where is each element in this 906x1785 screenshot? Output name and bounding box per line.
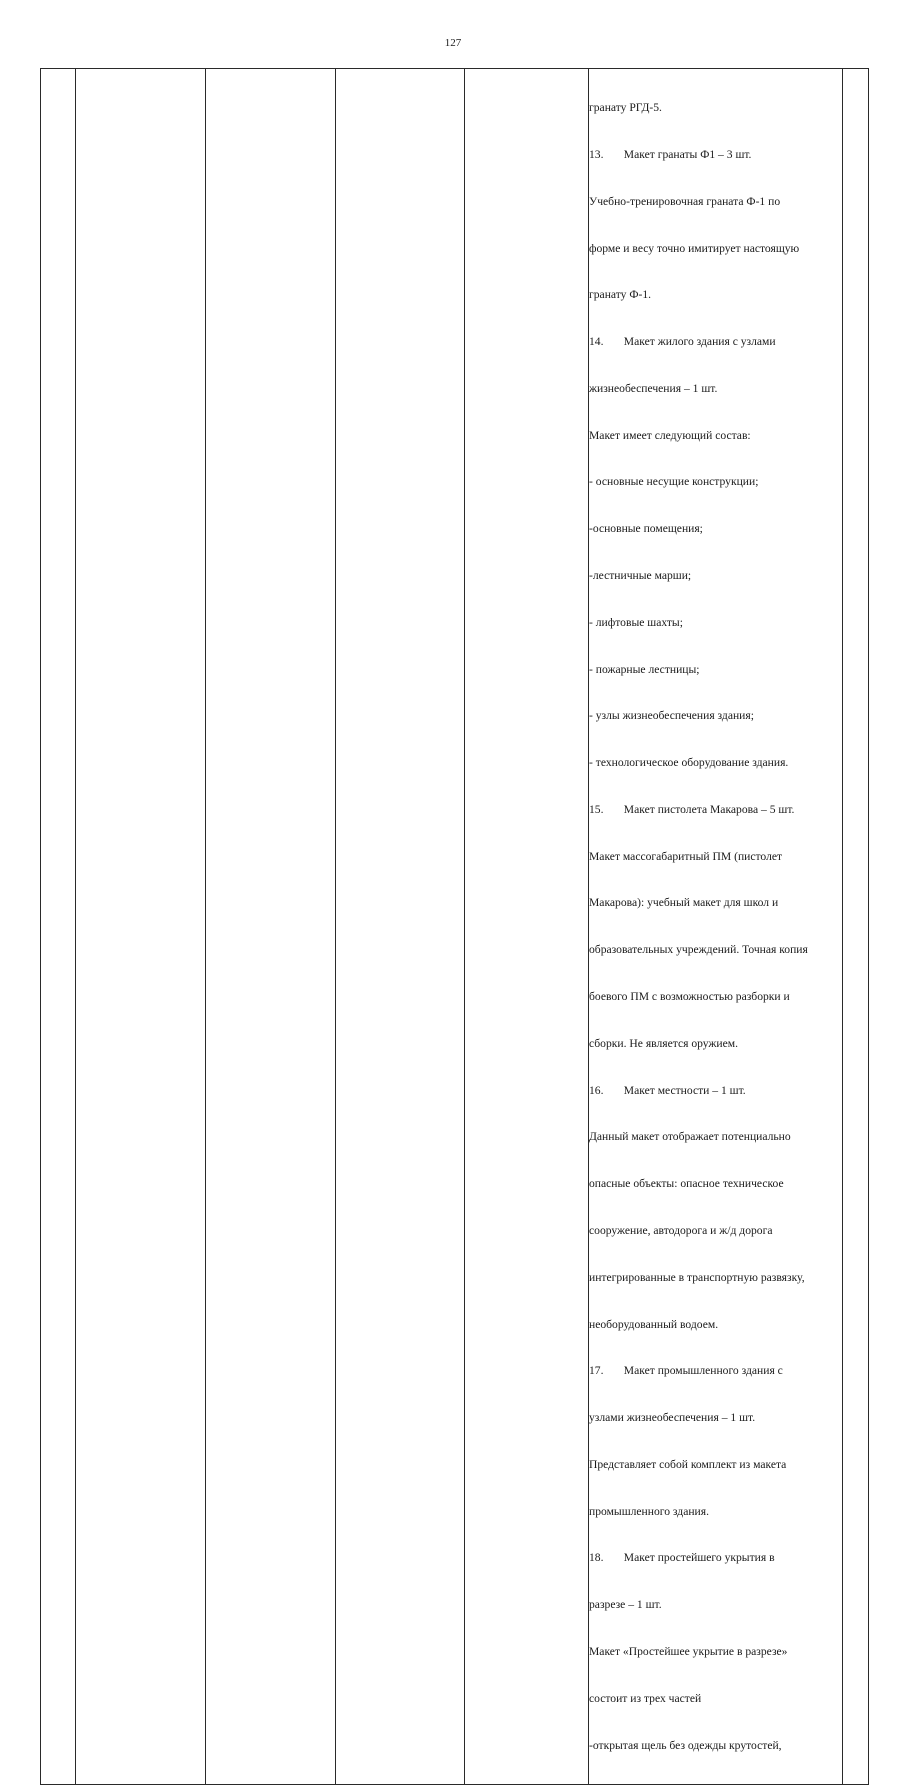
- text-line: форме и весу точно имитирует настоящую: [589, 241, 800, 255]
- text-line: 15. Макет пистолета Макарова – 5 шт.: [589, 802, 795, 816]
- text-line: -основные помещения;: [589, 522, 703, 536]
- text-line: 14. Макет жилого здания с узлами: [589, 335, 776, 349]
- text-line: - основные несущие конструкции;: [589, 475, 759, 489]
- text-line: 17. Макет промышленного здания с: [589, 1364, 783, 1378]
- text-line: гранату РГД-5.: [589, 101, 662, 115]
- text-line: Макет массогабаритный ПМ (пистолет: [589, 849, 783, 863]
- text-line: Данный макет отображает потенциально: [589, 1130, 791, 1144]
- table-row: [41, 69, 869, 1785]
- text-line: жизнеобеспечения – 1 шт.: [589, 381, 718, 395]
- text-line: промышленного здания.: [589, 1504, 709, 1518]
- text-line: -лестничные марши;: [589, 569, 692, 582]
- text-line: Макет «Простейшее укрытие в разрезе»: [589, 1644, 788, 1658]
- table-cell-col3: [206, 69, 336, 1785]
- text-line: разрезе – 1 шт.: [589, 1598, 662, 1612]
- table-cell-last: [843, 69, 869, 1785]
- text-line: состоит из трех частей: [589, 1691, 702, 1705]
- text-line: Макет имеет следующий состав:: [589, 428, 751, 442]
- text-line: образовательных учреждений. Точная копия: [589, 943, 808, 957]
- text-line: узлами жизнеобеспечения – 1 шт.: [589, 1411, 756, 1425]
- text-line: боевого ПМ с возможностью разборки и: [589, 990, 790, 1004]
- table-cell-col4: [336, 69, 465, 1785]
- table-cell-col2: [76, 69, 206, 1785]
- table-cell-description: [589, 69, 843, 1785]
- text-line: сооружение, автодорога и ж/д дорога: [589, 1223, 773, 1237]
- text-line: гранату Ф-1.: [589, 288, 652, 302]
- text-line: - узлы жизнеобеспечения здания;: [589, 709, 754, 723]
- text-line: 16. Макет местности – 1 шт.: [589, 1083, 746, 1097]
- text-line: Учебно-тренировочная граната Ф-1 по: [589, 194, 781, 208]
- text-line: -открытая щель без одежды крутостей,: [589, 1738, 782, 1752]
- text-line: необорудованный водоем.: [589, 1317, 719, 1331]
- text-line: сборки. Не является оружием.: [589, 1036, 739, 1050]
- page-number: 127: [444, 37, 462, 49]
- text-line: опасные объекты: опасное техническое: [589, 1177, 784, 1191]
- text-line: - пожарные лестницы;: [589, 662, 700, 676]
- text-line: интегрированные в транспортную развязку,: [589, 1270, 805, 1284]
- document-table: [40, 68, 869, 1785]
- text-line: - лифтовые шахты;: [589, 615, 683, 629]
- table-cell-number: [41, 69, 76, 1785]
- text-line: 13. Макет гранаты Ф1 – 3 шт.: [589, 147, 752, 161]
- table-cell-col5: [465, 69, 589, 1785]
- text-line: - технологическое оборудование здания.: [589, 756, 789, 770]
- text-line: 18. Макет простейшего укрытия в: [589, 1551, 775, 1565]
- text-line: Представляет собой комплект из макета: [589, 1457, 787, 1471]
- text-line: Макарова): учебный макет для школ и: [589, 896, 779, 910]
- description-text: [589, 69, 842, 1784]
